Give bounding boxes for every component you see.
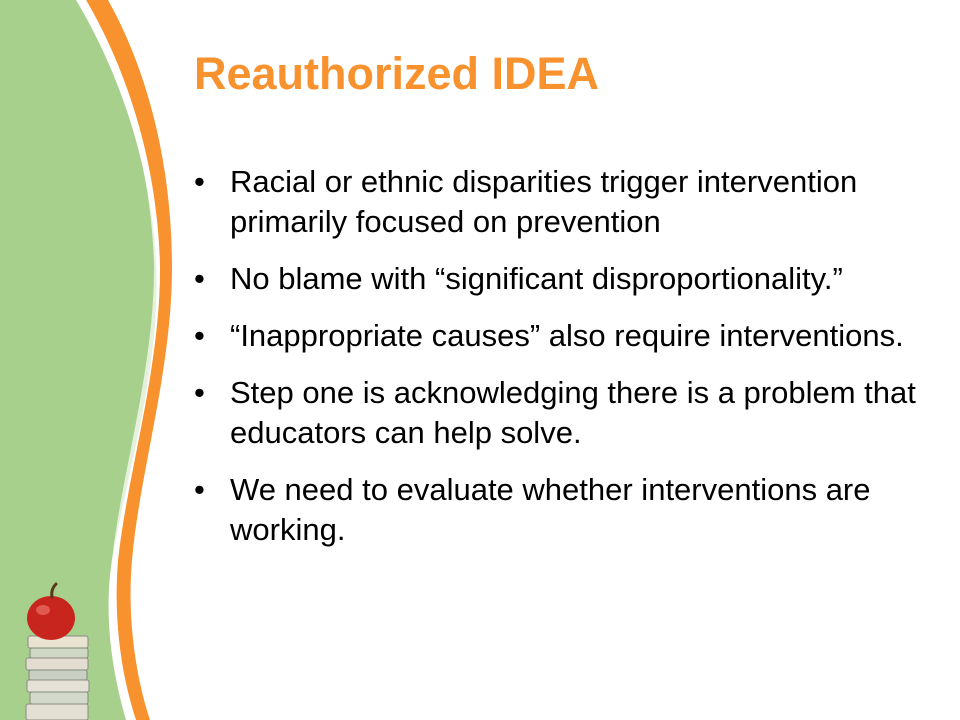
bullet-list	[194, 162, 934, 567]
slide-title: Reauthorized IDEA	[194, 48, 600, 99]
bullet-dot: •	[194, 261, 205, 296]
bullet-dot: •	[194, 472, 205, 507]
bullet-item	[194, 316, 934, 356]
bullet-item	[194, 470, 934, 550]
bullet-text: “Inappropriate causes” also require interventions.	[230, 318, 904, 353]
bullet-dot: •	[194, 375, 205, 410]
bullet-text: No blame with “significant disproportionality.”	[230, 261, 843, 296]
bullet-dot: •	[194, 318, 205, 353]
book-stack-icon	[26, 636, 89, 720]
bullet-text: Step one is acknowledging there is a problem that educators can help solve.	[230, 375, 916, 450]
bullet-dot: •	[194, 164, 205, 199]
bullet-item	[194, 373, 934, 453]
bullet-item	[194, 259, 934, 299]
bullet-item	[194, 162, 934, 242]
bullet-text: Racial or ethnic disparities trigger intervention primarily focused on prevention	[230, 164, 858, 239]
bullet-text: We need to evaluate whether interventions are working.	[230, 472, 871, 547]
